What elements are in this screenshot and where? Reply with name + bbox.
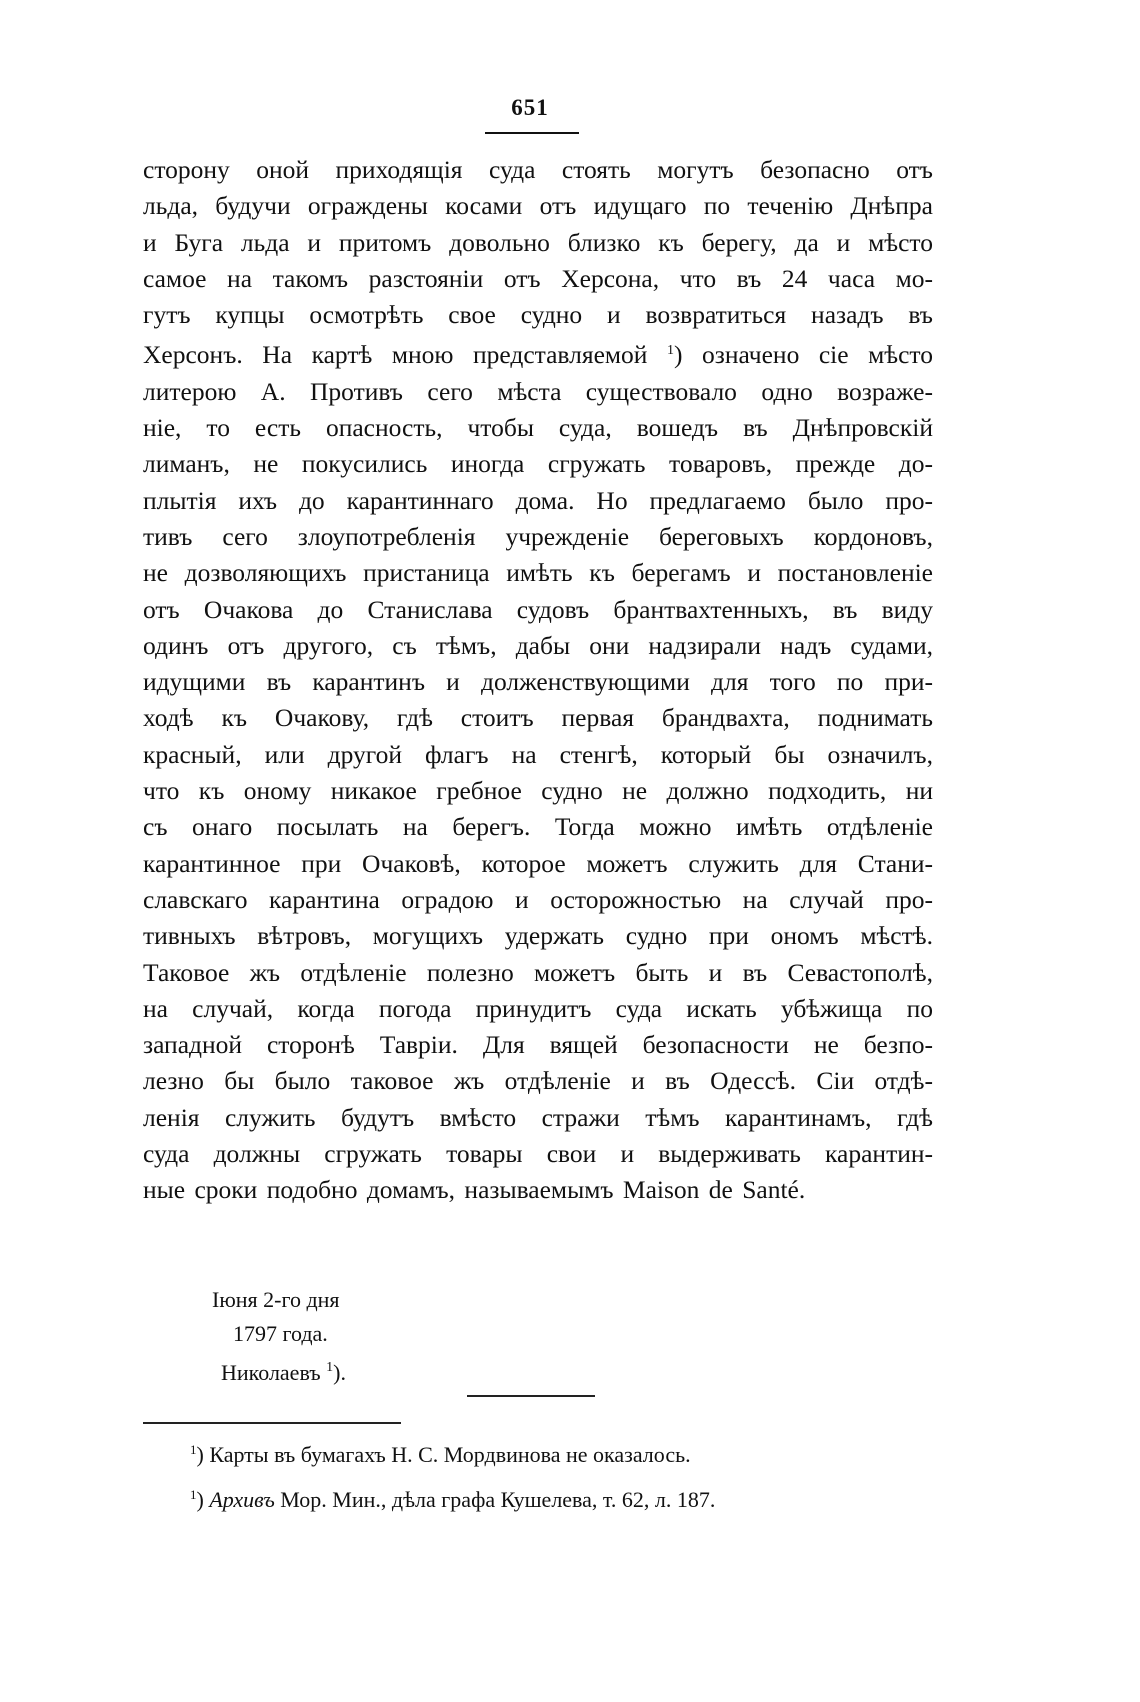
footnote-text: ) [196,1487,210,1512]
body-line: льда, будучи ограждены косами отъ идущаго по теченію Днѣпра [143,191,933,221]
body-line: карантинное при Очаковѣ, которое можетъ служить для Стани- [143,848,933,878]
footnote-mark: 1 [190,1442,197,1457]
body-line: литерою А. Противъ сего мѣста существовало одно возраже- [143,376,933,406]
body-line: тивныхъ вѣтровъ, могущихъ удержать судно при ономъ мѣстѣ. [143,921,933,951]
footnote-text: ) Карты въ бумагахъ Н. С. Мордвинова не оказалось. [196,1442,691,1467]
closing-date: Іюня 2-го дня [212,1287,340,1312]
body-line: гутъ купцы осмотрѣть свое судно и возвратиться назадъ въ [143,300,933,330]
footnote-reference: 1 [666,343,674,359]
closing-place [212,1351,346,1390]
footnote-reference: 1 [326,1360,334,1375]
body-line: ленія служить будутъ вмѣсто стражи тѣмъ карантинамъ, гдѣ [143,1102,933,1132]
body-line: ные сроки подобно домамъ, называемымъ Maison de Santé. [143,1175,806,1205]
body-line: что къ оному никакое гребное судно не должно подходить, ни [143,776,933,806]
body-line: не дозволяющихъ пристаница имѣть къ берегамъ и постановленіе [143,558,933,588]
closing-year: 1797 года. [233,1321,328,1346]
body-line: плытія ихъ до карантиннаго дома. Но предлагаемо было про- [143,485,933,515]
body-line: суда должны сгружать товары свои и выдерживать карантин- [143,1139,933,1169]
body-line: и Буга льда и притомъ довольно близко къ берегу, да и мѣсто [143,227,933,257]
body-line: сторону оной приходящія суда стоять могутъ безопасно отъ [143,155,933,184]
end-rule [467,1395,595,1397]
body-text [143,152,933,1209]
footnote-rule [143,1422,401,1424]
body-line-text: Херсонъ. На картѣ мною представляемой [143,340,648,370]
body-line: западной сторонѣ Тавріи. Для вящей безопасности не безпо- [143,1030,933,1060]
footnotes [190,1430,715,1520]
body-line: славскаго карантина оградою и осторожностью на случай про- [143,884,933,914]
body-line-with-reference [143,333,933,373]
page-number: 651 [511,95,549,120]
footnote [190,1475,715,1520]
body-line: съ онаго посылать на берегъ. Тогда можно имѣть отдѣленіе [143,812,933,842]
closing-signature [212,1283,346,1390]
footnote-source-italic: Архивъ [209,1487,275,1512]
body-line: лезно бы было таковое жъ отдѣленіе и въ Одессѣ. Сіи отдѣ- [143,1066,933,1096]
body-line-tail: ) означено сіе мѣсто [673,340,933,370]
body-line: идущими въ карантинъ и долженствующими для того по при- [143,667,933,697]
footnote-text-rest: Мор. Мин., дѣла графа Кушелева, т. 62, л. 187. [274,1487,716,1512]
closing-place-text: Николаевъ [221,1360,321,1385]
body-line: тивъ сего злоупотребленія учрежденіе береговыхъ кордоновъ, [143,521,933,551]
body-line: отъ Очакова до Станислава судовъ брантвахтенныхъ, въ виду [143,594,933,624]
footnote [190,1430,715,1475]
footnote-mark: 1 [190,1487,197,1502]
body-line: одинъ отъ другого, съ тѣмъ, дабы они надзирали надъ судами, [143,630,933,660]
body-line: на случай, когда погода принудитъ суда искать убѣжища по [143,993,933,1023]
body-line: Таковое жъ отдѣленіе полезно можетъ быть и въ Севастополѣ, [143,957,933,987]
body-line: красный, или другой флагъ на стенгѣ, который бы означилъ, [143,739,933,769]
body-line: ніе, то есть опасность, чтобы суда, вошедъ въ Днѣпровскій [143,413,933,443]
closing-place-tail: ). [333,1360,346,1385]
body-line: самое на такомъ разстояніи отъ Херсона, что въ 24 часа мо- [143,263,933,293]
page-number-rule [485,132,579,134]
body-line: ходѣ къ Очакову, гдѣ стоитъ первая брандвахта, поднимать [143,703,933,733]
body-line: лиманъ, не покусились иногда сгружать товаровъ, прежде до- [143,449,933,479]
